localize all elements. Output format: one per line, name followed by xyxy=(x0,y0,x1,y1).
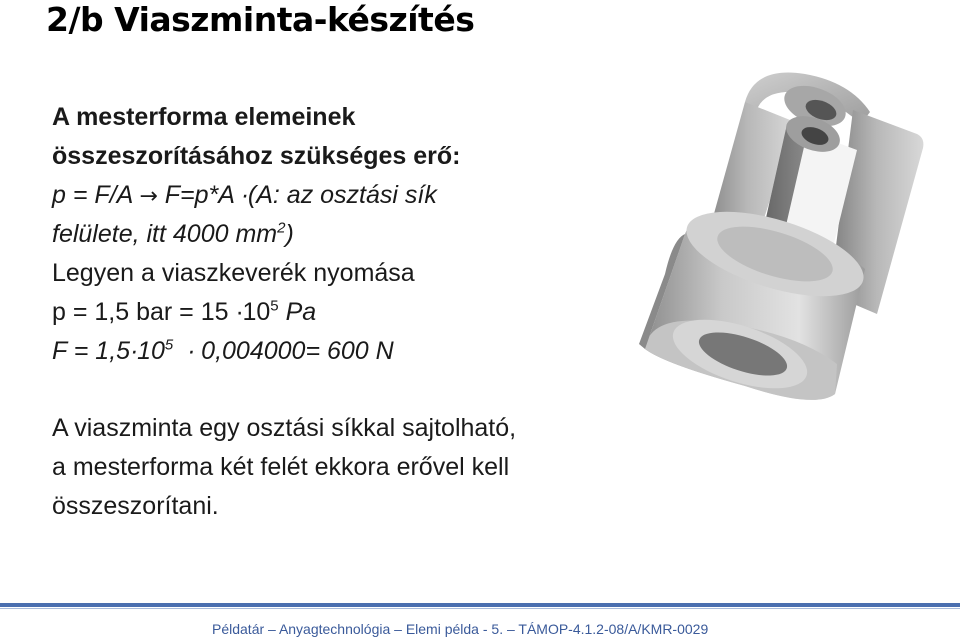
dot-operator: · xyxy=(187,337,196,365)
pressure-unit: Pa xyxy=(278,298,317,326)
arrow-icon: → xyxy=(139,184,158,209)
formula1-c: (A: az osztási sík xyxy=(247,181,437,209)
force-sup: 5 xyxy=(164,336,174,354)
pressure-intro: Legyen a viaszkeverék nyomása xyxy=(52,259,415,287)
conclusion-line-1: A viaszminta egy osztási síkkal sajtolható, xyxy=(52,414,517,442)
footer-rule xyxy=(0,603,960,607)
formula1-b: F=p*A xyxy=(157,181,241,209)
formula1-d: felülete, itt 4000 mm xyxy=(52,220,278,248)
mold-part-illustration xyxy=(625,64,935,404)
dot-operator: · xyxy=(240,181,250,209)
heading-line-1: A mesterforma elemeinek xyxy=(52,103,356,131)
pressure-b: 10 xyxy=(242,298,271,326)
pressure-line xyxy=(52,297,316,327)
force-line xyxy=(52,336,394,366)
pressure-a: p = 1,5 bar = 15 xyxy=(52,298,236,326)
formula1-a: p = F/A xyxy=(52,181,140,209)
dot-operator: · xyxy=(130,337,139,365)
formula1-sup: 2 xyxy=(277,219,286,237)
slide-title: 2/b Viaszminta-készítés xyxy=(46,0,475,39)
force-c: 0,004000= 600 N xyxy=(194,337,394,365)
conclusion-line-3: összeszorítani. xyxy=(52,492,219,520)
force-a: F = 1,5 xyxy=(52,337,131,365)
formula-line-2 xyxy=(52,219,294,249)
pressure-sup: 5 xyxy=(270,297,279,315)
heading-line-2: összeszorításához szükséges erő: xyxy=(52,142,461,170)
conclusion-line-2: a mesterforma két felét ekkora erővel kell xyxy=(52,453,510,481)
dot-operator: · xyxy=(235,298,244,326)
formula1-e: ) xyxy=(285,220,294,248)
force-b: 10 xyxy=(137,337,165,365)
footer-text: Példatár – Anyagtechnológia – Elemi példa - 5. – TÁMOP-4.1.2-08/A/KMR-0029 xyxy=(212,621,709,637)
formula-line-1 xyxy=(52,180,437,212)
